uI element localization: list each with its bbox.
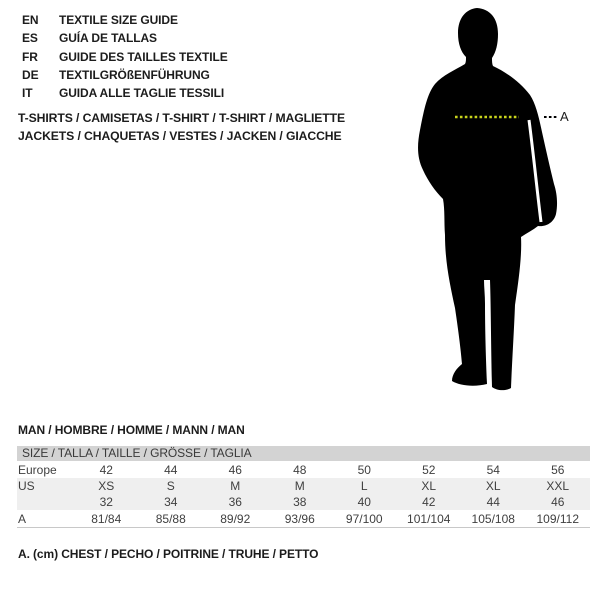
table-cell: 32 — [99, 495, 113, 509]
table-cell: L — [360, 479, 368, 493]
body-shape — [418, 8, 557, 390]
row-label: Europe — [18, 462, 57, 477]
table-cell: 46 — [228, 462, 242, 477]
language-code: ES — [22, 31, 38, 46]
row-label: US — [18, 479, 35, 493]
table-cell: 81/84 — [91, 511, 122, 526]
language-row-en — [22, 11, 228, 29]
table-cell: 44 — [164, 462, 178, 477]
table-cell: 44 — [486, 495, 500, 509]
category-tshirts: T-SHIRTS / CAMISETAS / T-SHIRT / T-SHIRT / MAGLIETTE — [18, 111, 346, 125]
language-guide-title: GUIDA ALLE TAGLIE TESSILI — [59, 86, 225, 101]
table-cell: XL — [485, 479, 501, 493]
language-row-fr — [22, 48, 228, 66]
table-row-europe — [17, 461, 590, 478]
man-silhouette — [400, 0, 570, 395]
table-cell: XXL — [546, 479, 570, 493]
language-code: DE — [22, 67, 39, 82]
table-cell: 97/100 — [345, 511, 383, 526]
size-table — [17, 446, 590, 528]
table-cell: 109/112 — [536, 511, 579, 526]
language-row-it — [22, 84, 228, 102]
garment-categories — [18, 110, 345, 145]
table-cell: 48 — [293, 462, 307, 477]
table-cell: 40 — [357, 495, 371, 509]
table-row-us-numeric — [17, 494, 590, 510]
table-cell: 34 — [164, 495, 178, 509]
table-cell: 56 — [551, 462, 565, 477]
table-cell: 38 — [293, 495, 307, 509]
table-cell: 101/104 — [407, 511, 451, 526]
table-cell: 50 — [357, 462, 371, 477]
measurement-label-a: A — [560, 109, 569, 124]
language-guide-title: GUÍA DE TALLAS — [59, 31, 157, 46]
size-table-header: SIZE / TALLA / TAILLE / GRÖSSE / TAGLIA — [17, 446, 590, 461]
table-cell: 85/88 — [155, 511, 186, 526]
language-code: IT — [22, 86, 33, 101]
table-cell: 105/108 — [471, 511, 515, 526]
table-cell: 52 — [422, 462, 436, 477]
table-cell: XL — [421, 479, 437, 493]
language-code: EN — [22, 13, 39, 27]
language-row-de — [22, 66, 228, 84]
table-cell: M — [294, 479, 305, 493]
table-row-chest-a — [17, 510, 590, 528]
language-code: FR — [22, 49, 38, 64]
table-cell: 46 — [551, 495, 565, 509]
footnote-chest: A. (cm) CHEST / PECHO / POITRINE / TRUHE / PETTO — [18, 547, 319, 561]
table-cell: 54 — [486, 462, 500, 477]
table-cell: XS — [98, 479, 115, 493]
language-guide-title: TEXTILE SIZE GUIDE — [59, 13, 178, 27]
table-cell: 42 — [422, 495, 436, 509]
table-cell: 89/92 — [220, 511, 251, 526]
language-row-es — [22, 29, 228, 47]
section-title-man: MAN / HOMBRE / HOMME / MANN / MAN — [18, 423, 245, 437]
table-cell: S — [166, 479, 175, 493]
category-jackets: JACKETS / CHAQUETAS / VESTES / JACKEN / GIACCHE — [18, 128, 342, 143]
language-guide-title: TEXTILGRÖßENFÜHRUNG — [59, 67, 210, 82]
language-guide-title: GUIDE DES TAILLES TEXTILE — [59, 49, 228, 64]
table-cell: 36 — [228, 495, 242, 509]
row-label: A — [18, 511, 27, 526]
table-row-us — [17, 478, 590, 494]
figure-area — [400, 0, 600, 395]
table-cell: 42 — [99, 462, 113, 477]
table-cell: 93/96 — [284, 511, 315, 526]
language-guide-list — [22, 11, 228, 102]
table-cell: M — [230, 479, 241, 493]
